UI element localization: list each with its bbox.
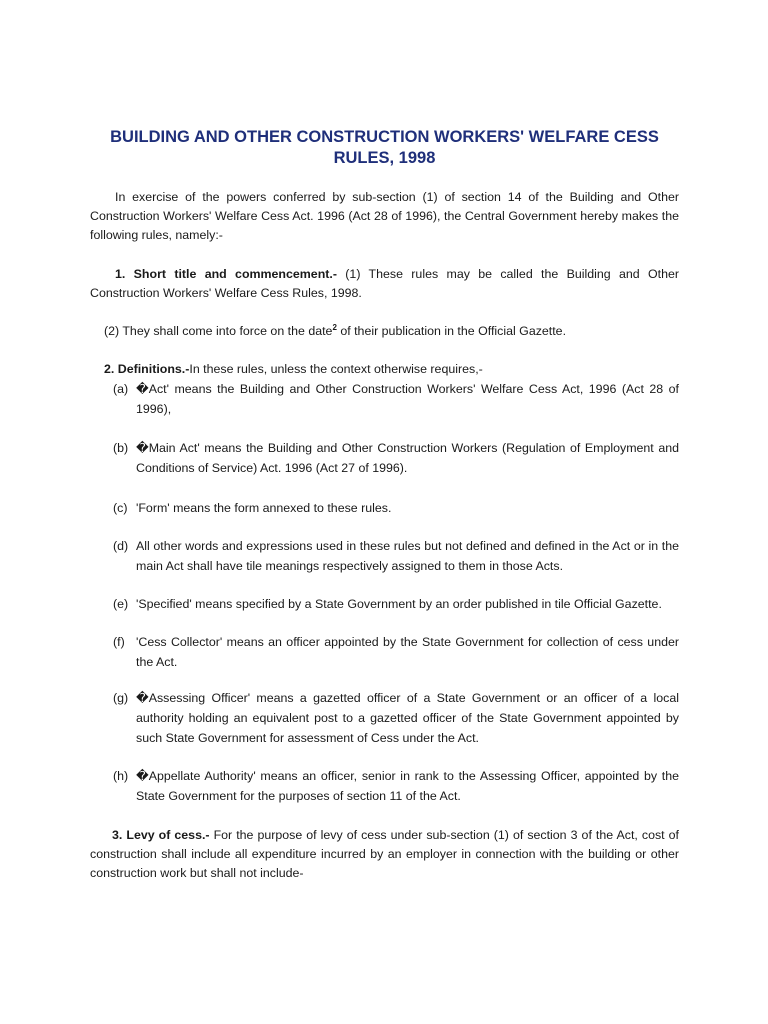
definition-text: �Main Act' means the Building and Other Construction Workers (Regulation of Employment and Conditions of Service) Act. 1996 (Act 27 of 1996). [136,441,679,475]
rule-2-text: In these rules, unless the context otherwise requires,- [189,362,483,376]
definition-item-a [113,379,679,419]
rule-2 [104,360,679,379]
definition-label: (h) [113,769,129,783]
definition-label: (c) [113,501,128,515]
definition-item-b [113,438,679,478]
rule-3-heading: 3. Levy of cess.- [112,828,210,842]
definition-label: (b) [113,441,129,455]
rule-1-sub-2-before: (2) They shall come into force on the date [104,324,333,338]
rule-1-sub-2 [104,322,679,341]
definition-label: (f) [113,635,125,649]
rule-1-text: (1) These rules may be called the Building and Other Construction Workers' Welfare Cess Rules, 1998. [90,267,679,300]
definition-item-c [113,498,679,518]
rule-1-sub-2-after: of their publication in the Official Gazette. [336,324,567,338]
definition-item-h [113,766,679,806]
definition-label: (d) [113,539,129,553]
rule-3-text: For the purpose of levy of cess under sub-section (1) of section 3 of the Act, cost of construction shall include all expenditure incurred by an employer in connection with the building or other construction work but shall not include- [90,828,679,880]
document-title: BUILDING AND OTHER CONSTRUCTION WORKERS' WELFARE CESS RULES, 1998 [110,128,659,167]
definition-text: 'Cess Collector' means an officer appointed by the State Government for collection of cess under the Act. [136,635,679,669]
rule-1-heading: 1. Short title and commencement.- [115,267,337,281]
definition-text: �Assessing Officer' means a gazetted officer of a State Government or an officer of a local authority holding an equivalent post to a gazetted officer of the State Government appointed by such State Government for assessment of Cess under the Act. [136,691,679,745]
definition-text: All other words and expressions used in these rules but not defined and defined in the Act or in the main Act shall have tile meanings respectively assigned to them in those Acts. [136,539,679,573]
preamble: In exercise of the powers conferred by sub-section (1) of section 14 of the Building and Other Construction Workers' Welfare Cess Act. 1996 (Act 28 of 1996), the Central Government hereby makes the following rules, namely:- [90,190,679,242]
rule-1 [90,265,679,303]
definition-text: 'Specified' means specified by a State Government by an order published in tile Official Gazette. [136,597,662,611]
definition-item-f [113,632,679,672]
definition-label: (e) [113,597,129,611]
footnote-marker: 2 [332,322,337,332]
definition-label: (a) [113,382,129,396]
definition-text: 'Form' means the form annexed to these rules. [136,501,392,515]
definition-text: �Act' means the Building and Other Construction Workers' Welfare Cess Act, 1996 (Act 28 of 1996), [136,382,679,416]
definition-item-e [113,594,679,614]
rule-3 [90,826,679,883]
definition-item-g [113,688,679,748]
rule-2-heading: 2. Definitions.- [104,362,190,376]
definition-label: (g) [113,691,129,705]
definition-text: �Appellate Authority' means an officer, senior in rank to the Assessing Officer, appointed by the State Government for the purposes of section 11 of the Act. [136,769,679,803]
definition-item-d [113,536,679,576]
